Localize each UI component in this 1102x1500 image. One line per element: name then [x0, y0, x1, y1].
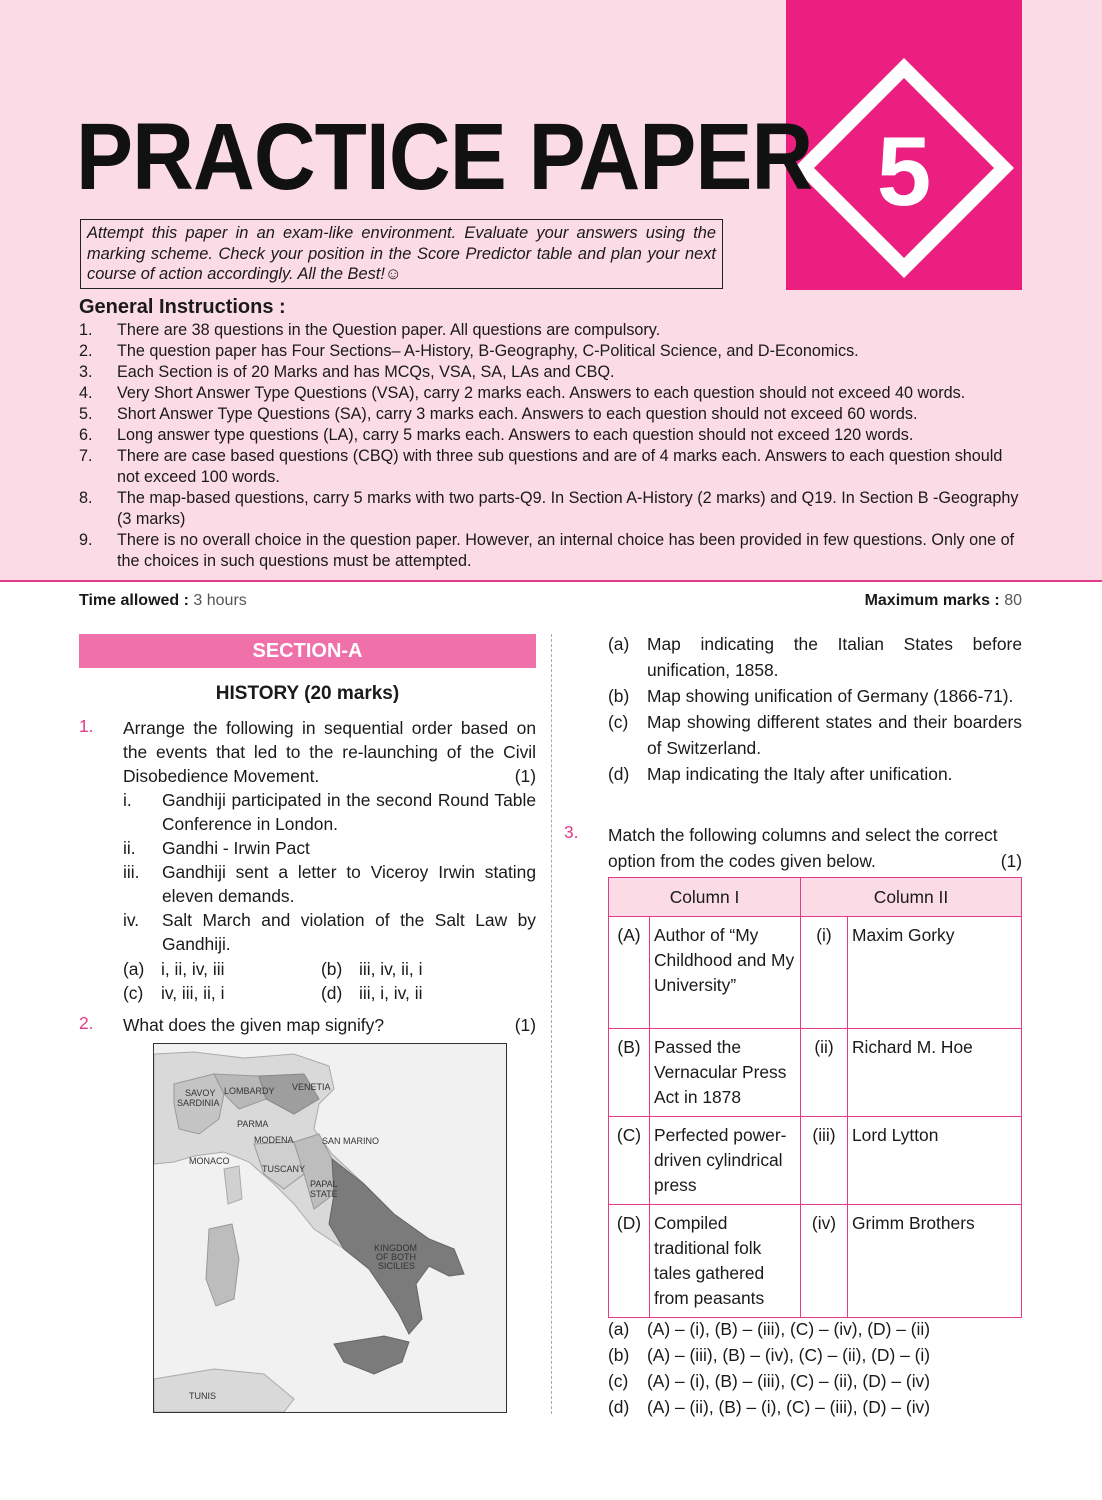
option-a: (a) (A) – (i), (B) – (iii), (C) – (iv), (D) – (ii) — [608, 1319, 931, 1339]
instruction-item: 5. Short Answer Type Questions (SA), carry 3 marks each. Answers to each question should not exceed 60 words. — [79, 405, 918, 423]
question-number: 1. — [79, 716, 94, 736]
option-d: (d) iii, i, iv, ii — [321, 983, 423, 1003]
general-instructions-list — [79, 320, 1024, 572]
q1-item-list — [123, 788, 536, 956]
time-allowed: Time allowed : 3 hours — [79, 592, 247, 609]
map-label: KINGDOM — [374, 1243, 418, 1253]
header-rule — [0, 580, 1102, 582]
option-a: (a) Map indicating the Italian States before unification, 1858. — [608, 634, 1022, 680]
paper-number: 5 — [876, 116, 932, 226]
page-title: PRACTICE PAPER — [76, 104, 813, 210]
list-item: ii. Gandhi - Irwin Pact — [123, 838, 310, 858]
option-c: (c) Map showing different states and their boarders of Switzerland. — [608, 712, 1022, 758]
list-item: iii. Gandhiji sent a letter to Viceroy Irwin stating eleven demands. — [123, 862, 536, 906]
map-label: STATE — [310, 1189, 338, 1199]
question-number: 3. — [564, 822, 579, 842]
instruction-item: 6. Long answer type questions (LA), carry 5 marks each. Answers to each question should not exceed 120 words. — [79, 426, 914, 444]
table-row: (B) Passed the Vernacular Press Act in 1878 (ii) Richard M. Hoe — [609, 1029, 1022, 1117]
paper-number-diamond — [786, 0, 1022, 290]
list-item: iv. Salt March and violation of the Salt Law by Gandhiji. — [123, 910, 536, 954]
maximum-marks: Maximum marks : 80 — [864, 592, 1022, 609]
option-b: (b) iii, iv, ii, i — [321, 959, 423, 979]
option-c: (c) (A) – (i), (B) – (iii), (C) – (ii), (D) – (iv) — [608, 1371, 931, 1391]
option-c: (c) iv, iii, ii, i — [123, 983, 225, 1003]
option-b: (b) (A) – (iii), (B) – (iv), (C) – (ii), (D) – (i) — [608, 1345, 931, 1365]
table-row: (C) Perfected power-driven cylindrical press (iii) Lord Lytton — [609, 1117, 1022, 1205]
question-2-text: What does the given map signify? (1) — [123, 1015, 536, 1035]
column-divider — [551, 634, 552, 1414]
instruction-item: 9. There is no overall choice in the question paper. However, an internal choice has been provided in few questions. Only one of the choices in such questions must be attempted. — [79, 531, 1015, 570]
option-b: (b) Map showing unification of Germany (1866-71). — [608, 686, 1014, 706]
paper-number-ribbon — [786, 0, 1022, 290]
map-label: MONACO — [189, 1156, 230, 1166]
column-header: Column I — [609, 878, 801, 917]
history-heading: HISTORY (20 marks) — [215, 683, 400, 704]
marks: (1) — [1000, 851, 1022, 871]
question-3-text: Match the following columns and select the correct option from the codes given below. (1) — [608, 822, 1022, 874]
marks: (1) — [514, 1015, 536, 1035]
map-label: PAPAL — [310, 1179, 338, 1189]
map-label: TUNIS — [189, 1391, 216, 1401]
table-row: (D) Compiled traditional folk tales gathered from peasants (iv) Grimm Brothers — [609, 1205, 1022, 1318]
marks: (1) — [514, 766, 536, 786]
map-label: VENETIA — [292, 1082, 331, 1092]
map-label: MODENA — [254, 1135, 294, 1145]
match-table — [608, 877, 1022, 1318]
map-label: SAN MARINO — [322, 1136, 380, 1146]
instruction-item: 4. Very Short Answer Type Questions (VSA), carry 2 marks each. Answers to each question should not exceed 40 words. — [79, 384, 966, 402]
general-instructions-title: General Instructions : — [79, 296, 286, 318]
map-label: TUSCANY — [262, 1164, 306, 1174]
map-label: SARDINIA — [177, 1098, 220, 1108]
q2-options — [608, 631, 1022, 787]
q3-options — [608, 1316, 1022, 1420]
map-label: SAVOY — [185, 1088, 216, 1098]
italy-map — [153, 1043, 507, 1413]
map-label: OF BOTH — [376, 1252, 416, 1262]
option-d: (d) (A) – (ii), (B) – (i), (C) – (iii), (D) – (iv) — [608, 1397, 931, 1417]
table-header-row — [609, 878, 1022, 917]
option-a: (a) i, ii, iv, iii — [123, 959, 225, 979]
instruction-item: 8. The map-based questions, carry 5 marks with two parts-Q9. In Section A-History (2 marks) and Q19. In Section B -Geography (3 marks) — [79, 489, 1019, 528]
map-label: SICILIES — [378, 1261, 416, 1271]
map-label: PARMA — [237, 1119, 269, 1129]
question-number: 2. — [79, 1013, 94, 1033]
instruction-item: 3. Each Section is of 20 Marks and has MCQs, VSA, SA, LAs and CBQ. — [79, 363, 615, 381]
question-1-text: Arrange the following in sequential order based on the events that led to the re-launching of the Civil Disobedience Movement. (1) — [123, 718, 536, 786]
section-a-banner: SECTION-A — [79, 634, 536, 668]
italy-map-drawing — [154, 1044, 506, 1412]
list-item: i. Gandhiji participated in the second Round Table Conference in London. — [123, 790, 536, 834]
table-row: (A) Author of “My Childhood and My University” (i) Maxim Gorky — [609, 917, 1022, 1029]
intro-box: Attempt this paper in an exam-like environment. Evaluate your answers using the marking scheme. Check your position in the Score Predictor table and plan your next course of action accordingly. All the Best!☺ — [80, 219, 723, 289]
instruction-item: 1. There are 38 questions in the Question paper. All questions are compulsory. — [79, 321, 661, 339]
instruction-item: 7. There are case based questions (CBQ) with three sub questions and are of 4 marks each. Answers to each question should not exceed 100 words. — [79, 447, 1003, 486]
map-label: LOMBARDY — [224, 1086, 275, 1096]
instruction-item: 2. The question paper has Four Sections– A-History, B-Geography, C-Political Science, and D-Economics. — [79, 342, 859, 360]
column-header: Column II — [801, 878, 1022, 917]
option-d: (d) Map indicating the Italy after unification. — [608, 764, 953, 784]
